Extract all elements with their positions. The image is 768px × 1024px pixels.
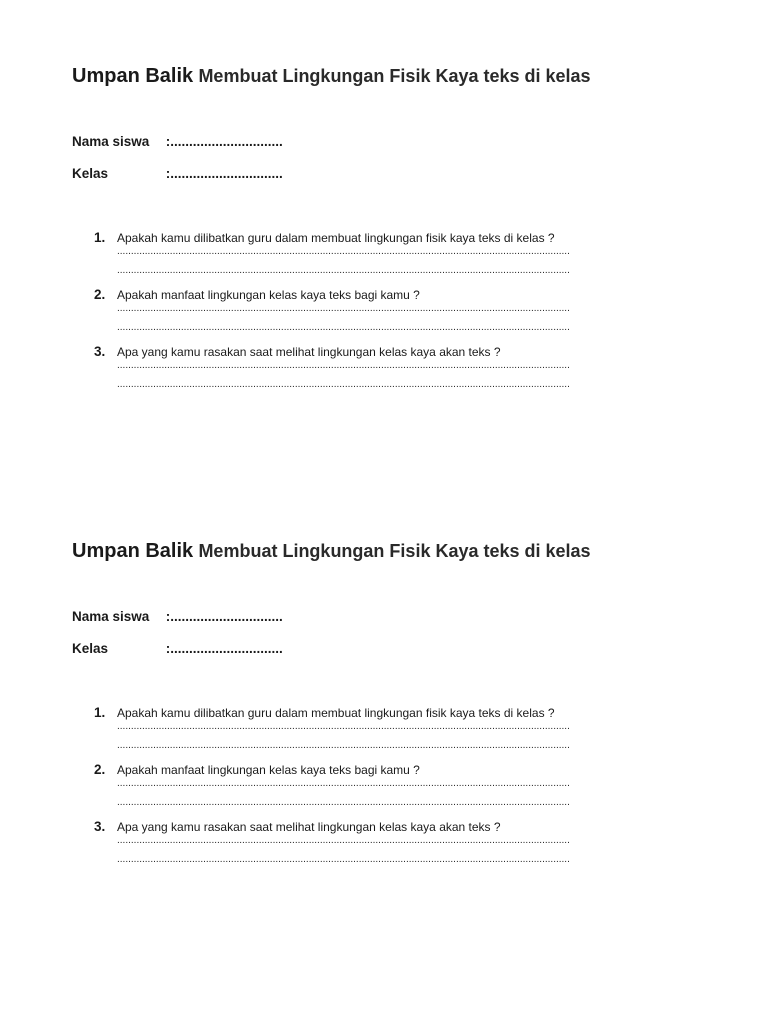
question-text: Apa yang kamu rasakan saat melihat lingkungan kelas kaya akan teks ?: [117, 345, 501, 359]
question-item: [94, 705, 624, 762]
student-name-blank: :..............................: [165, 609, 283, 624]
question-text: Apakah kamu dilibatkan guru dalam membuat lingkungan fisik kaya teks di kelas ?: [117, 706, 555, 720]
question-list: [94, 230, 624, 401]
feedback-form-2: [72, 537, 672, 865]
answer-line: ...................................................................................................................................................................: [117, 379, 570, 390]
student-name-label: Nama siswa: [72, 134, 150, 149]
answer-line: ...................................................................................................................................................................: [117, 721, 570, 732]
title-lead: Umpan Balik: [72, 540, 194, 562]
answer-line: ...................................................................................................................................................................: [117, 835, 570, 846]
answer-line: ...................................................................................................................................................................: [117, 854, 570, 865]
form-title: [72, 62, 672, 91]
answer-line: ...................................................................................................................................................................: [117, 360, 570, 371]
question-text: Apa yang kamu rasakan saat melihat lingkungan kelas kaya akan teks ?: [117, 820, 501, 834]
class-field: [72, 641, 283, 656]
answer-line: ...................................................................................................................................................................: [117, 265, 570, 276]
question-number: 1.: [94, 230, 106, 245]
question-text: Apakah kamu dilibatkan guru dalam membuat lingkungan fisik kaya teks di kelas ?: [117, 231, 555, 245]
student-name-blank: :..............................: [165, 134, 283, 149]
question-number: 2.: [94, 287, 106, 302]
title-rest: Membuat Lingkungan Fisik Kaya teks di kelas: [198, 541, 591, 561]
feedback-form-1: [72, 62, 672, 390]
question-item: [94, 344, 624, 401]
question-item: [94, 819, 624, 876]
student-name-field: [72, 134, 283, 149]
question-number: 1.: [94, 705, 106, 720]
student-name-label: Nama siswa: [72, 609, 150, 624]
question-list: [94, 705, 624, 876]
form-title: [72, 537, 672, 566]
class-blank: :..............................: [165, 166, 283, 181]
question-number: 3.: [94, 344, 106, 359]
question-text: Apakah manfaat lingkungan kelas kaya teks bagi kamu ?: [117, 288, 420, 302]
question-item: [94, 762, 624, 819]
question-item: [94, 230, 624, 287]
answer-line: ...................................................................................................................................................................: [117, 322, 570, 333]
question-number: 2.: [94, 762, 106, 777]
question-item: [94, 287, 624, 344]
question-text: Apakah manfaat lingkungan kelas kaya teks bagi kamu ?: [117, 763, 420, 777]
student-name-field: [72, 609, 283, 624]
answer-line: ...................................................................................................................................................................: [117, 797, 570, 808]
answer-line: ...................................................................................................................................................................: [117, 246, 570, 257]
answer-line: ...................................................................................................................................................................: [117, 303, 570, 314]
title-rest: Membuat Lingkungan Fisik Kaya teks di kelas: [198, 66, 591, 86]
title-lead: Umpan Balik: [72, 65, 194, 87]
answer-line: ...................................................................................................................................................................: [117, 778, 570, 789]
class-label: Kelas: [72, 166, 109, 181]
class-label: Kelas: [72, 641, 109, 656]
class-blank: :..............................: [165, 641, 283, 656]
question-number: 3.: [94, 819, 106, 834]
class-field: [72, 166, 283, 181]
answer-line: ...................................................................................................................................................................: [117, 740, 570, 751]
